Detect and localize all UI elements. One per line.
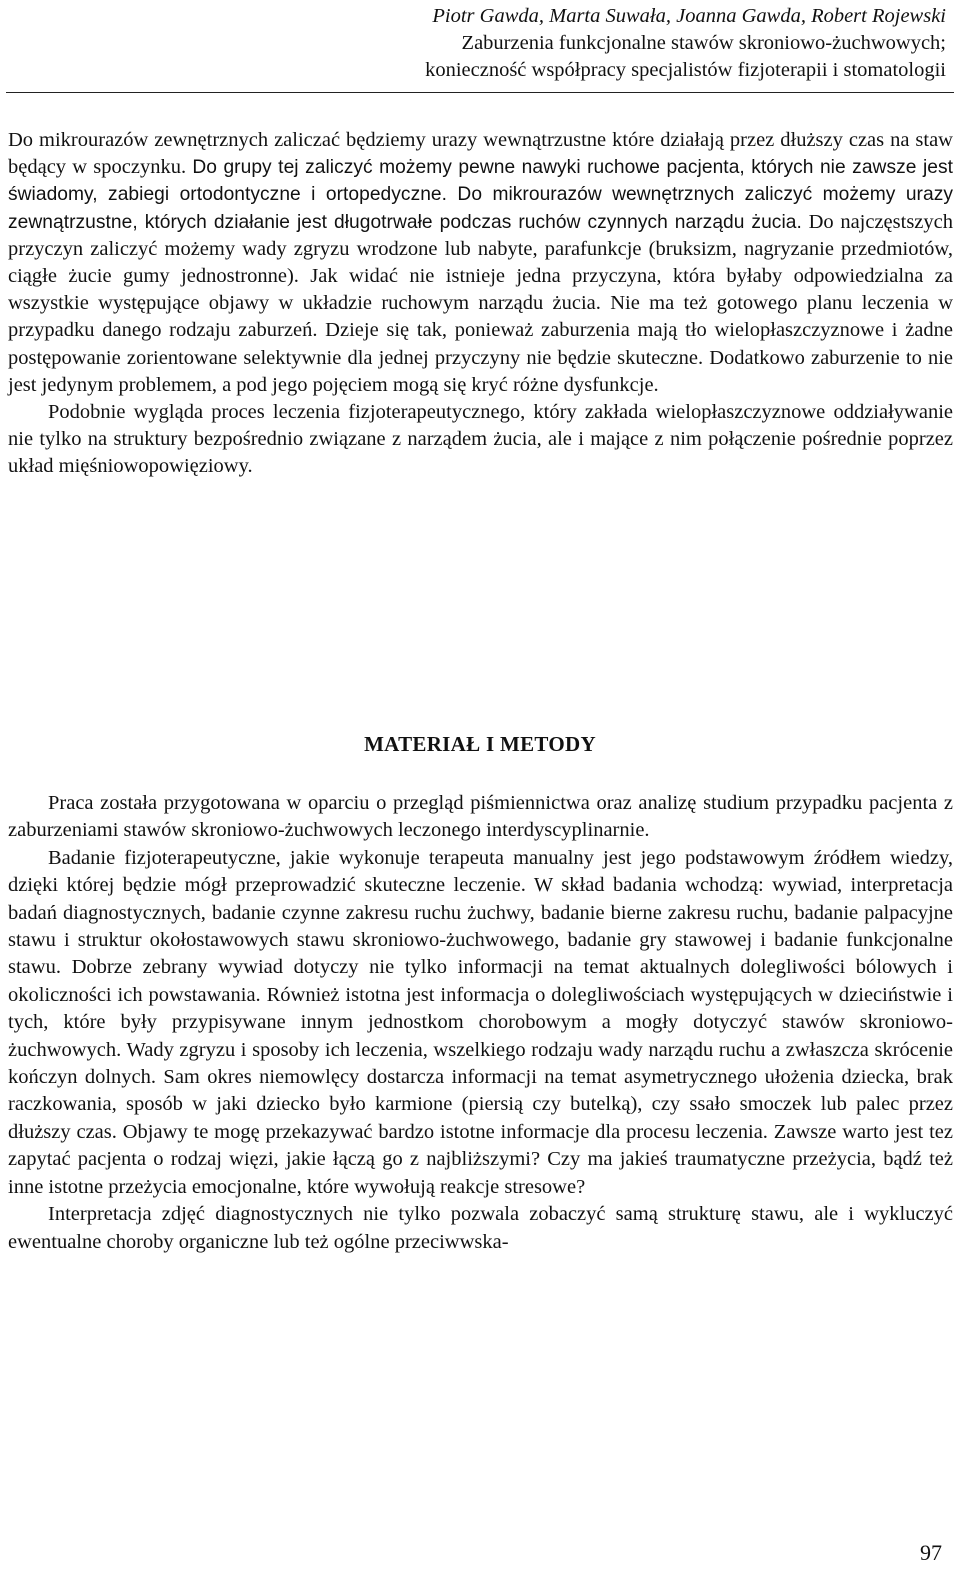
header-divider (6, 92, 954, 93)
methods-paragraph-3: Interpretacja zdjęć diagnostycznych nie tylko pozwala zobaczyć samą strukturę stawu, ale i wykluczyć ewentualne choroby organiczne lub też ogólne przeciwwska- (8, 1203, 953, 1253)
methods-paragraph-2: Badanie fizjoterapeutyczne, jakie wykonuje terapeuta manualny jest jego podstawowym źródłem wiedzy, dzięki której będzie mógł przeprowadzić skuteczne leczenie. W skład badania wchodzą: wywiad, interpretacja badań diagnostycznych, badanie czynne zakresu ruchu żuchwy, badanie bierne zakresu ruchu, badanie palpacyjne stawu i struktur okołostawowych stawu skroniowo-żuchwowego, badanie gry stawowej i badanie funkcjonalne stawu. Dobrze zebrany wywiad dotyczy nie tylko informacji na temat aktualnych dolegliwości bólowych i okoliczności ich powstawania. Również istotna jest informacja o dolegliwościach występujących w dzieciństwie i tych, które były przypisywane innym jednostkom chorobowym a mogły dotyczyć stawów skroniowo-żuchwowych. Wady zgryzu i sposoby ich leczenia, wszelkiego rodzaju wady narządu ruchu a zwłaszcza skrócenie kończyn dolnych. Sam okres niemowlęcy dostarcza informacji na temat asymetrycznego ułożenia dziecka, brak raczkowania, sposób w jaki dziecko było karmione (piersią czy butelką), czy ssało smoczek lub palec przez dłuższy czas. Objawy te mogę przekazywać bardzo istotne informacje dla procesu leczenia. Zawsze warto jest tez zapytać pacjenta o rodzaj więzi, jakie łączą go z najbliższymi? Czy ma jakieś traumatyczne przeżycia, bądź też inne istotne przeżycia emocjonalne, które wywołują reakcje stresowe? (8, 846, 953, 1198)
header-authors: Piotr Gawda, Marta Suwała, Joanna Gawda, Robert Rojewski (432, 5, 946, 27)
running-header (46, 3, 946, 84)
methods-paragraph-1: Praca została przygotowana w oparciu o przegląd piśmiennictwa oraz analizę studium przypadku pacjenta z zaburzeniami stawów skroniowo-żuchwowych leczonego interdyscyplinarnie. (8, 792, 953, 842)
intro-p1-sans-part: Do grupy tej zaliczyć możemy pewne nawyki ruchowe pacjenta, których nie zawsze jest świadomy, zabiegi ortodontyczne i ortopedyczne. Do mikrourazów wewnętrznych zaliczyć możemy urazy zewnątrzustne, których działanie jest długotrwałe podczas ruchów czynnych narządu żucia. (8, 157, 954, 233)
intro-p1-part-b: Do najczęstszych przyczyn zaliczyć możemy wady zgryzu wrodzone lub nabyte, parafunkcje (bruksizm, nagryzanie przedmiotów, ciągłe żucie gumy jednostronne). Jak widać nie istnieje jedna przyczyna, która byłaby odpowiedzialna za wszystkie występujące objawy w układzie ruchowym narządu żucia. Nie ma też gotowego planu leczenia w przypadku danego rodzaju zaburzeń. Dzieje się tak, ponieważ zaburzenia mają tło wielopłaszczyznowe i żadne postępowanie zorientowane selektywnie dla jednej przyczyny nie będzie skuteczne. Dodatkowo zaburzenie to nie jest jedynym problemem, a pod jego pojęciem mogą się kryć różne dysfunkcje. (8, 210, 954, 396)
header-title-line-1: Zaburzenia funkcjonalne stawów skroniowo-żuchwowych; (461, 32, 946, 54)
methods-text (8, 790, 953, 1256)
intro-paragraph-1 (8, 127, 953, 399)
header-title-line-2: konieczność współpracy specjalistów fizjoterapii i stomatologii (425, 59, 946, 81)
section-heading: MATERIAŁ I METODY (364, 732, 596, 756)
intro-text (8, 127, 953, 481)
intro-p1-part-a: Do mikrourazów zewnętrznych zaliczać będziemy urazy wewnątrzustne które działają przez dłuższy czas na staw będący w spoczynku. (8, 129, 953, 179)
intro-paragraph-2: Podobnie wygląda proces leczenia fizjoterapeutycznego, który zakłada wielopłaszczyznowe oddziaływanie nie tylko na struktury bezpośrednio związane z narządem żucia, ale i mające z nim połączenie pośrednie poprzez układ mięśniowopowięziowy. (8, 401, 953, 478)
page-number: 97 (920, 1540, 942, 1565)
